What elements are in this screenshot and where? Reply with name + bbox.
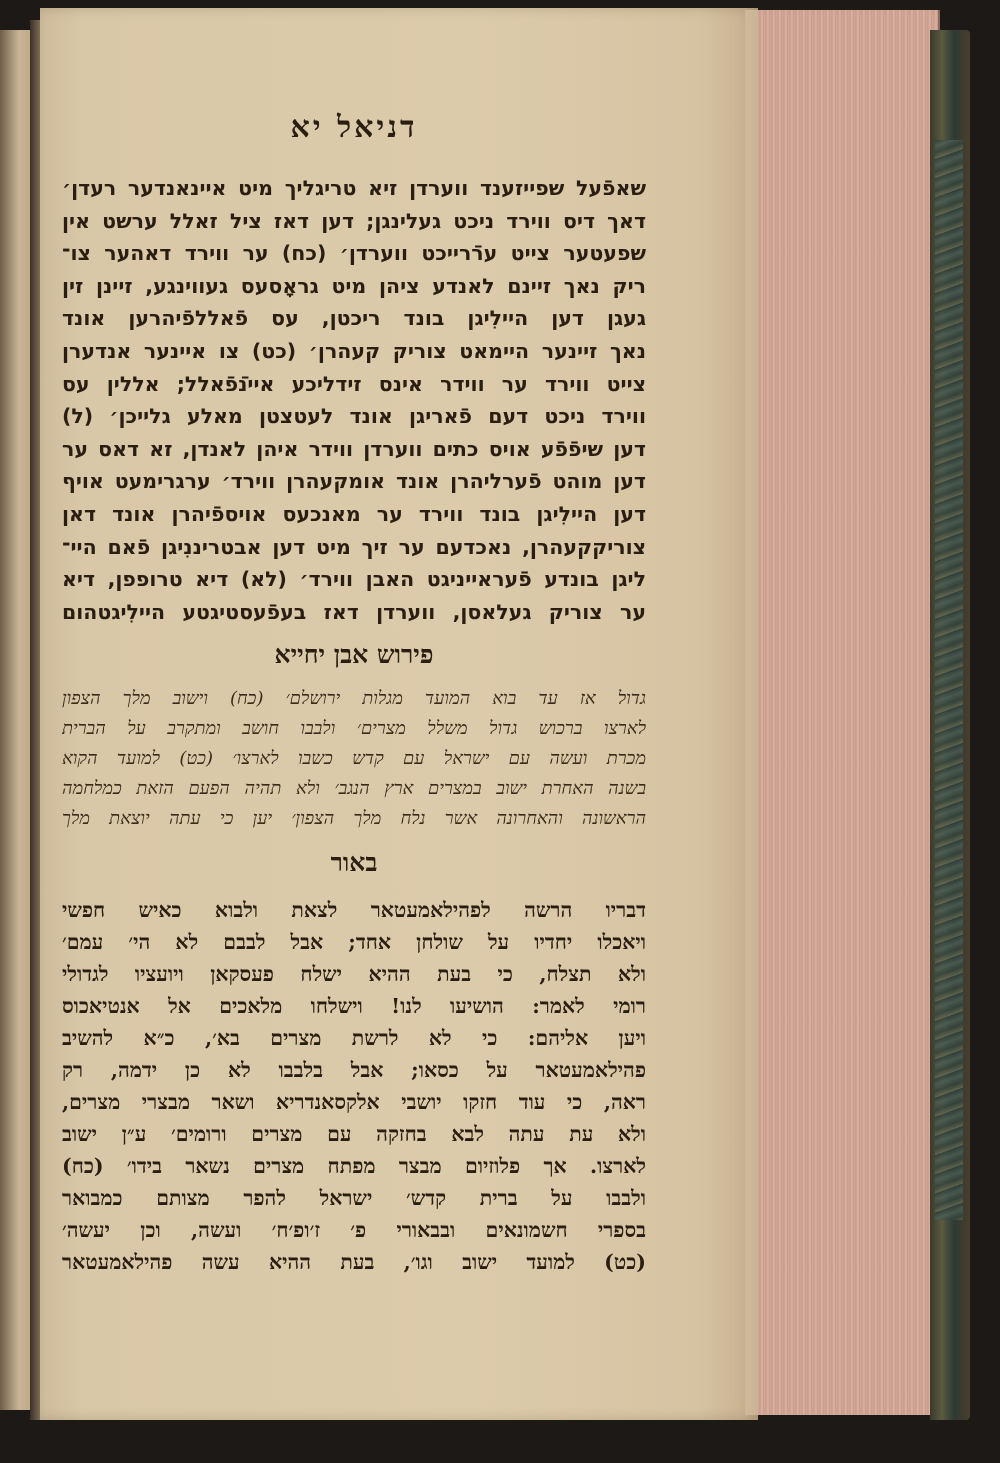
biur-line: (כט) למועד ישוב וגו׳, בעת ההיא עשה פהילאמעטאר	[62, 1250, 646, 1275]
biur-line: ולא עת עתה לבא בחזקה עם מצרים ורומים׳ ע״ן ישוב	[62, 1122, 646, 1147]
yiddish-line: ליגן בונדע פֿעראייניגט האבן ווירד׳ (לא) דיא טרופפן, דיא	[62, 567, 646, 592]
ibn-yahya-commentary	[62, 684, 646, 834]
page-edges	[758, 10, 940, 1415]
biur-line: ויאכלו יחדיו על שולחן אחד; אבל לבבם לא הי׳ עמם׳	[62, 930, 646, 955]
marbled-cover-edge	[935, 140, 963, 1220]
yiddish-line: דען שיפֿפֿע אויס כתים ווערדן ווידר איהן לאנדן, זא דאס ער	[62, 436, 646, 461]
biur-line: ולבבו על ברית קדש׳ ישראל להפר מצותם כמבואר	[62, 1186, 646, 1211]
biur-line: רומי לאמר: הושיעו לנו! וישלחו מלאכים אל אנטיאכוס	[62, 994, 646, 1019]
yiddish-line: צייט ווירד ער ווידר אינס זידליכע איינֿפֿאלל; אללין עס	[62, 371, 646, 396]
page-title: דניאל יא	[290, 110, 418, 145]
yiddish-translation	[62, 172, 646, 628]
yiddish-line: דאך דיס ווירד ניכט געלינגן; דען דאז ציל זאלל ערשט אין	[62, 208, 646, 233]
ibn-yahya-heading: פירוש אבן יחייא	[274, 640, 434, 670]
commentary-line: גדול אז עד בוא המועד מגלות ירושלם׳ (כח) וישוב מלך הצפון	[62, 688, 646, 710]
yiddish-line: דען מוהט פֿערליהרן אונד אומקעהרן ווירד׳ ערגרימעט אויף	[62, 469, 646, 494]
commentary-line: מכרת ועשה עם ישראל עם קדש כשבו לארצו׳ (כט) למועד הקוא	[62, 748, 646, 770]
yiddish-line: ווירד ניכט דעם פֿאריגן אונד לעטצטן מאלע גלייכן׳ (ל)	[62, 404, 646, 429]
biur-line: לארצו. אך פלוזיום מבצר מפתח מצרים נשאר בידו׳ (כח)	[62, 1154, 646, 1179]
biur-heading: באור	[330, 848, 378, 878]
yiddish-line: דען היילִיגן בונד ווירד ער מאנכעס אויספֿיהרן אונד דאן	[62, 501, 646, 526]
biur-line: ולא תצלח, כי בעת ההיא ישלח פעסקאן ויועציו לגדולי	[62, 962, 646, 987]
biur-line: פהילאמעטאר על כסאו; אבל בלבבו לא כן ידמה, רק	[62, 1058, 646, 1083]
commentary-line: לארצו ברכוש גדול משלל מצרים׳ ולבבו חושב ומתקרב על הברית	[62, 718, 646, 740]
yiddish-line: ער צוריק געלאסן, ווערדן דאז בעפֿעסטיגטע היילִיגטהום	[62, 599, 646, 624]
yiddish-line: געגן דען היילִיגן בונד ריכטן, עס פֿאללפֿיהרען אונד	[62, 306, 646, 331]
yiddish-line: צוריקקעהרן, נאכדעם ער זיך מיט דען אבטריננִיגן פֿאם היי־	[62, 534, 646, 559]
yiddish-line: שפעטער צייט ערֿרייכט ווערדן׳ (כח) ער ווירד דאהער צו־	[62, 241, 646, 266]
biur-line: ויען אליהם: כי לא לרשת מצרים בא׳, כ״א להשיב	[62, 1026, 646, 1051]
yiddish-line: ריק נאך זיינם לאנדע ציהן מיט גראָסעס געווינגע, זיינן זין	[62, 273, 646, 298]
biur-line: ראה, כי עוד חזקו יושבי אלקסאנדריא ושאר מבצרי מצרים,	[62, 1090, 646, 1115]
page-text	[62, 110, 646, 1278]
biur-line: דבריו הרשה לפהילאמעטאר לצאת ולבוא כאיש חפשי	[62, 898, 646, 923]
yiddish-line: נאך זיינער היימאט צוריק קעהרן׳ (כט) צו איינער אנדערן	[62, 338, 646, 363]
commentary-line: הראשונה והאחרונה אשר נלח מלך הצפון׳ יען כי עתה יוצאת מלך	[62, 808, 646, 830]
commentary-line: בשנה האחרת ישוב במצרים ארץ הנגב׳ ולא תהיה הפעם הזאת כמלחמה	[62, 778, 646, 800]
biur-commentary	[62, 894, 646, 1278]
biur-line: בספרי חשמונאים ובבאורי פ׳ ז׳ופ׳ח׳ ועשה, וכן יעשה׳	[62, 1218, 646, 1243]
facing-page-edge	[0, 30, 34, 1410]
yiddish-line: שאפֿעל שפייזענד ווערדן זיא טריגליך מיט איינאנדער רעדן׳	[62, 176, 646, 200]
